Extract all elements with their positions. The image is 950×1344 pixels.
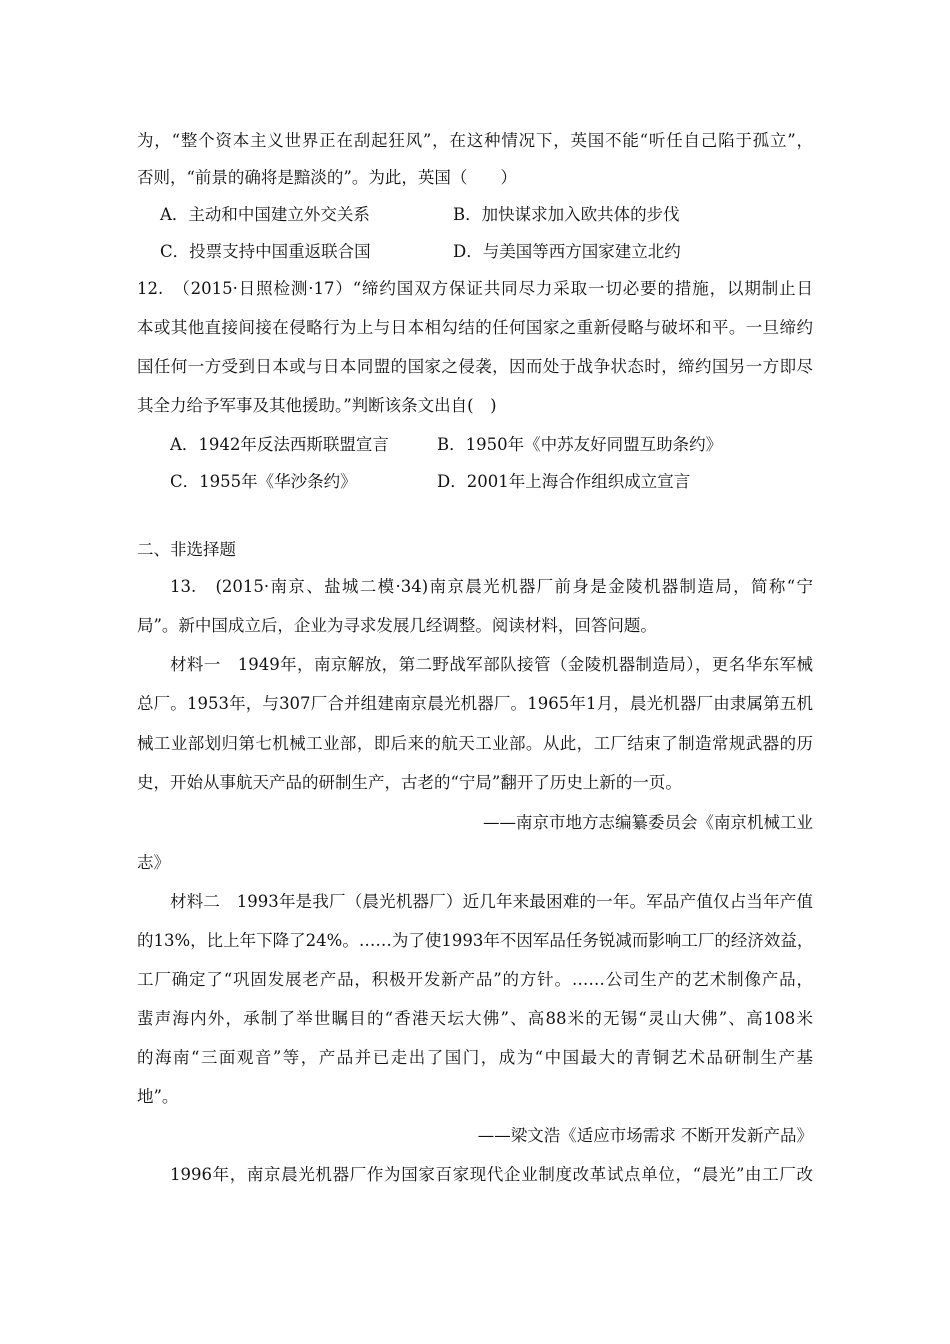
material-3-line: 1996年，南京晨光机器厂作为国家百家现代企业制度改革试点单位，“晨光”由工厂改 (170, 1165, 813, 1184)
q12-stem-line: 国任何一方受到日本或与日本同盟的国家之侵袭，因而处于战争状态时，缔约国另一方即尽 (137, 357, 813, 376)
section-heading: 二、非选择题 (137, 540, 236, 559)
q11-option-d: D．与美国等西方国家建立北约 (453, 242, 681, 261)
material-2-source: ——梁文浩《适应市场需求 不断开发新产品》 (477, 1126, 813, 1145)
q11-option-b: B．加快谋求加入欧共体的步伐 (453, 205, 680, 224)
q12-option-d: D．2001年上海合作组织成立宣言 (437, 472, 691, 491)
q12-stem-line: 其全力给予军事及其他援助。”判断该条文出自( ) (137, 396, 497, 415)
q12-stem-line: 12. （2015·日照检测·17）“缔约国双方保证共同尽力采取一切必要的措施，以期制止日 (137, 279, 813, 298)
q13-intro-line: 13. (2015·南京、盐城二模·34)南京晨光机器厂前身是金陵机器制造局，简称“宁 (170, 577, 813, 596)
material-2-line: 工厂确定了“巩固发展老产品，积极开发新产品”的方针。……公司生产的艺术制像产品， (137, 970, 813, 989)
material-2-line: 蜚声海内外，承制了举世瞩目的“香港天坛大佛”、高88米的无锡“灵山大佛”、高108米 (137, 1009, 813, 1028)
material-1-line: 械工业部划归第七机械工业部，即后来的航天工业部。从此，工厂结束了制造常规武器的历 (137, 734, 813, 753)
material-1-source: ——南京市地方志编纂委员会《南京机械工业 (483, 813, 813, 832)
material-1-line: 材料一 1949年，南京解放，第二野战军部队接管（金陵机器制造局），更名华东军械 (170, 655, 813, 674)
q11-stem-line: 为，“整个资本主义世界正在刮起狂风”，在这种情况下，英国不能“听任自己陷于孤立”， (137, 131, 813, 150)
q11-option-c: C．投票支持中国重返联合国 (160, 242, 371, 261)
material-2-line: 材料二 1993年是我厂（晨光机器厂）近几年来最困难的一年。军品产值仅占当年产值 (170, 892, 813, 911)
q13-intro-line: 局”。新中国成立后，企业为寻求发展几经调整。阅读材料，回答问题。 (137, 616, 657, 635)
material-1-source: 志》 (137, 853, 170, 872)
material-1-line: 史，开始从事航天产品的研制生产，古老的“宁局”翻开了历史上新的一页。 (137, 773, 682, 792)
material-2-line: 的海南“三面观音”等，产品并已走出了国门，成为“中国最大的青铜艺术品研制生产基 (137, 1048, 813, 1067)
material-2-line: 地”。 (137, 1087, 179, 1106)
q12-option-a: A．1942年反法西斯联盟宣言 (170, 435, 389, 454)
material-2-line: 的13%，比上年下降了24%。……为了使1993年不因军品任务锐减而影响工厂的经济效益， (137, 931, 814, 950)
q12-option-b: B．1950年《中苏友好同盟互助条约》 (437, 435, 723, 454)
q12-option-c: C．1955年《华沙条约》 (170, 472, 357, 491)
q11-stem-line: 否则，“前景的确将是黯淡的”。为此，英国（ ） (137, 168, 517, 187)
material-1-line: 总厂。1953年，与307厂合并组建南京晨光机器厂。1965年1月，晨光机器厂由隶属第五机 (137, 694, 813, 713)
q12-stem-line: 本或其他直接间接在侵略行为上与日本相勾结的任何国家之重新侵略与破坏和平。一旦缔约 (137, 318, 813, 337)
q11-option-a: A．主动和中国建立外交关系 (160, 205, 370, 224)
